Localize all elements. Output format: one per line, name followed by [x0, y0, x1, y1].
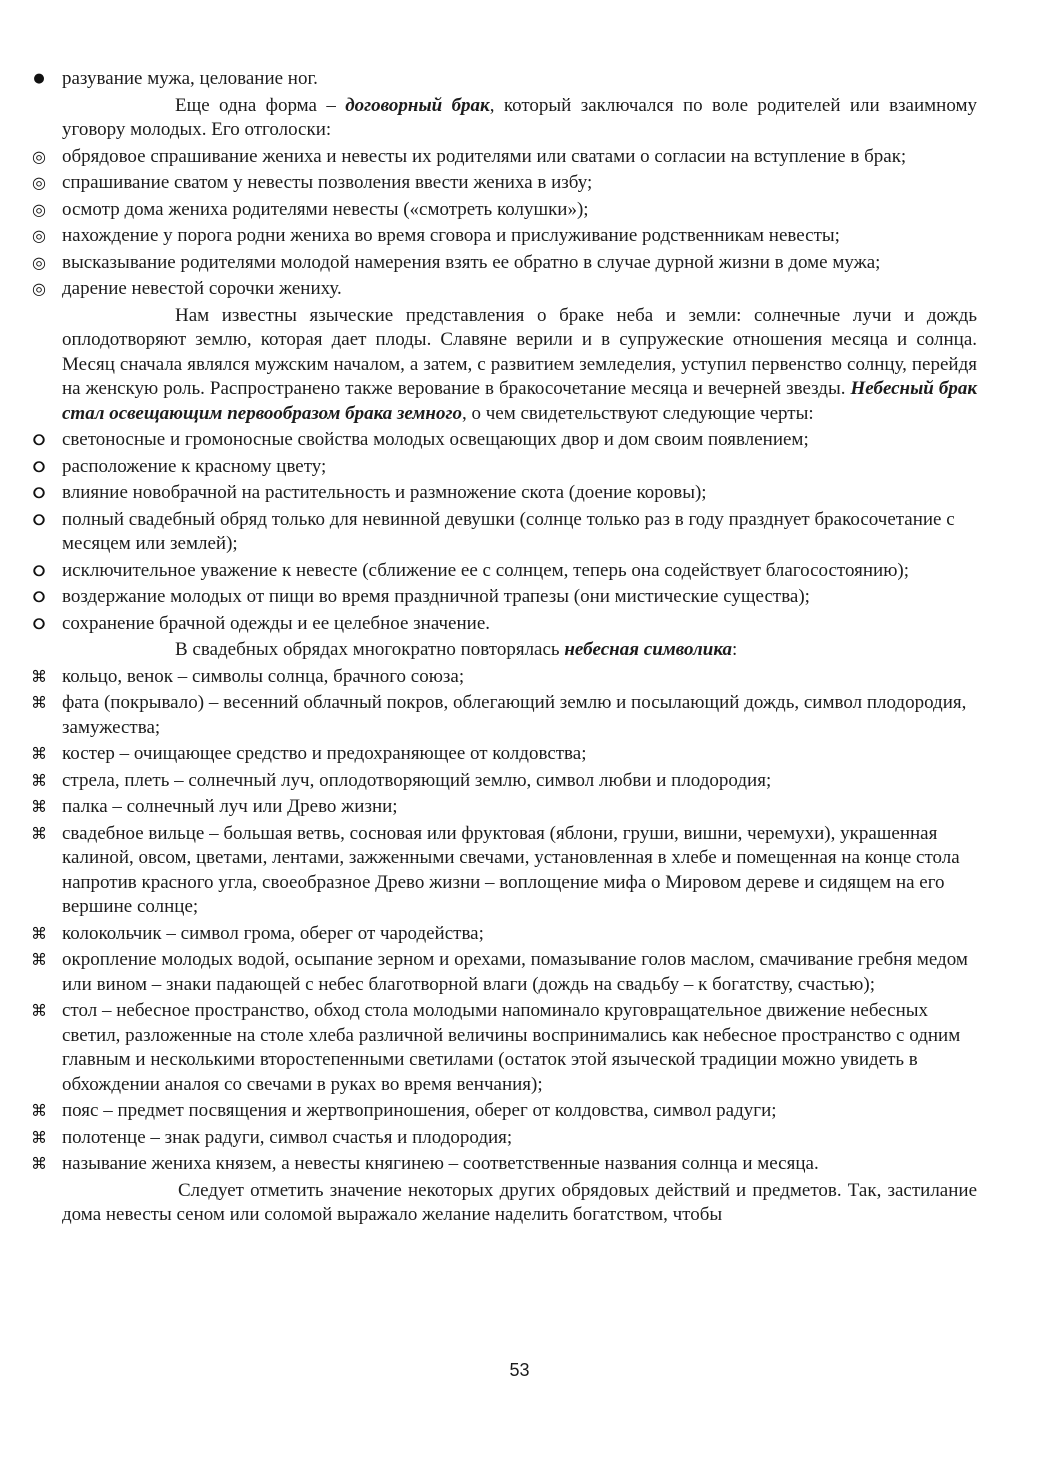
- command-bullet-icon: ⌘: [31, 770, 47, 790]
- list-item-text: костер – очищающее средство и предохраняющее от колдовства;: [62, 743, 587, 764]
- emphasis-term: договорный брак: [345, 94, 490, 116]
- list-item: [32, 224, 977, 249]
- list-item: [32, 559, 977, 584]
- list-item: [32, 277, 977, 302]
- list-item: [32, 198, 977, 223]
- page-body: [31, 67, 978, 1230]
- paragraph-heavenly-symbolism: [62, 638, 977, 663]
- ring-bullet-icon: ⭘: [32, 431, 45, 449]
- list-item-text: исключительное уважение к невесте (сближение ее с солнцем, теперь она содействует благосостоянию);: [62, 559, 910, 581]
- paragraph-heavenly-marriage: [62, 304, 977, 427]
- list-item: [31, 822, 977, 920]
- paragraph-text: :: [732, 639, 738, 660]
- ring-bullet-icon: ⭘: [32, 484, 45, 502]
- list-item: [32, 171, 977, 196]
- bullseye-bullet-icon: ◎: [32, 252, 46, 272]
- command-bullet-icon: ⌘: [31, 797, 47, 816]
- list-item-text: влияние новобрачной на растительность и размножение скота (доение коровы);: [62, 482, 707, 503]
- paragraph-text: В свадебных обрядах многократно повторялась: [175, 639, 565, 660]
- list-item: [32, 612, 977, 637]
- list-item: [32, 251, 977, 276]
- list-item: [31, 948, 977, 997]
- list-item: [31, 922, 977, 947]
- list-item-text: палка – солнечный луч или Древо жизни;: [62, 796, 398, 817]
- list-item-text: называние жениха князем, а невесты княгинею – соответственные названия солнца и месяца.: [62, 1153, 819, 1174]
- command-bullet-icon: ⌘: [31, 1127, 47, 1147]
- command-bullet-icon: ⌘: [31, 1101, 47, 1120]
- list-item: [31, 691, 977, 740]
- ring-bullet-icon: ⭘: [32, 614, 45, 633]
- list-item-text: высказывание родителями молодой намерения взять ее обратно в случае дурной жизни в доме мужа;: [62, 251, 881, 273]
- ring-bullet-icon: ⭘: [32, 561, 45, 580]
- list-item: [31, 999, 977, 1097]
- paragraph-text: , который заключался по воле родителей или взаимному уговору молодых. Его отголоски:: [62, 94, 978, 140]
- command-bullet-icon: ⌘: [31, 823, 47, 843]
- list-item: [31, 665, 977, 690]
- list-item-text: светоносные и громоносные свойства молодых освещающих двор и дом своим появлением;: [62, 429, 809, 450]
- list-item-text: фата (покрывало) – весенний облачный покров, облегающий землю и посылающий дождь, символ плодородия, замужества;: [62, 692, 967, 738]
- list-item-text: пояс – предмет посвящения и жертвоприношения, оберег от колдовства, символ радуги;: [62, 1100, 777, 1121]
- list-item: [32, 428, 977, 453]
- bullseye-bullet-icon: ◎: [32, 226, 46, 245]
- paragraph-text: Нам известны языческие представления о браке неба и земли: солнечные лучи и дождь оплодотворяют землю, которая дает плоды. Славяне верили и в супружеские отношения месяца и солнца. Месяц сначала являлся мужским началом, а затем, с развитием земледелия, уступил первенство солнцу, перейдя на женскую роль. Распространено также верование в бракосочетание месяца и вечерней звезды.: [62, 304, 977, 399]
- list-item: [32, 455, 977, 480]
- page-number: 53: [509, 1360, 530, 1380]
- list-item: [33, 67, 977, 92]
- paragraph-other-rituals: Следует отметить значение некоторых других обрядовых действий и предметов. Так, застилание дома невесты сеном или соломой выражало желание наделить богатством, чтобы: [62, 1179, 977, 1225]
- command-bullet-icon: ⌘: [31, 666, 47, 686]
- list-item-text: воздержание молодых от пищи во время праздничной трапезы (они мистические существа);: [62, 586, 810, 607]
- list-item-text: сохранение брачной одежды и ее целебное значение.: [62, 612, 491, 634]
- list-item-text: колокольчик – символ грома, оберег от чародейства;: [62, 922, 484, 944]
- list-item: [31, 1126, 977, 1151]
- list-item-text: стрела, плеть – солнечный луч, оплодотворяющий землю, символ любви и плодородия;: [62, 769, 772, 791]
- emphasis-term: небесная символика: [564, 639, 733, 660]
- list-item: [32, 508, 977, 557]
- list-item-text: окропление молодых водой, осыпание зерном и орехами, помазывание голов маслом, смачивание гребня медом или вином – знаки падающей с небес благотворной влаги (дождь на свадьбу – к богатству, счастью);: [62, 949, 968, 995]
- list-item-text: осмотр дома жениха родителями невесты («смотреть колушки»);: [62, 198, 589, 220]
- emphasis-term: Небесный брак стал освещающим первообразом брака земного: [62, 378, 978, 424]
- paragraph-text: , о чем свидетельствуют следующие черты:: [461, 402, 814, 424]
- command-bullet-icon: ⌘: [31, 1001, 47, 1020]
- list-item: [31, 1099, 977, 1124]
- list-item-text: полотенце – знак радуги, символ счастья и плодородия;: [62, 1126, 513, 1148]
- list-item: [31, 742, 977, 767]
- list-item: [32, 145, 977, 170]
- list-item-text: разувание мужа, целование ног.: [62, 68, 318, 89]
- list-item-text: свадебное вильце – большая ветвь, сосновая или фруктовая (яблони, груши, вишни, черемухи), украшенная калиной, овсом, цветами, лентами, зажженными свечами, установленная в хлебе и помещенная на конце стола напротив красного угла, своеобразное Древо жизни – воплощение мифа о Мировом дереве и сидящем на его вершине солнце;: [62, 822, 960, 917]
- list-item-text: расположение к красному цвету;: [62, 455, 327, 477]
- bullseye-bullet-icon: ◎: [32, 173, 46, 192]
- command-bullet-icon: ⌘: [31, 950, 47, 969]
- list-item-text: спрашивание сватом у невесты позволения ввести жениха в избу;: [62, 172, 593, 193]
- bullseye-bullet-icon: ◎: [32, 279, 46, 298]
- list-item: [31, 795, 977, 820]
- list-item-text: нахождение у порога родни жениха во время сговора и прислуживание родственникам невесты;: [62, 225, 840, 246]
- command-bullet-icon: ⌘: [31, 744, 47, 763]
- list-item-text: стол – небесное пространство, обход стола молодыми напоминало круговращательное движение небесных светил, разложенные на столе хлеба различной величины воспринимались как небесное пространство с одним главным и несколькими второстепенными светилами (остаток этой языческой традиции можно увидеть в обхождении аналоя со свечами в руках во время венчания);: [62, 1000, 961, 1095]
- command-bullet-icon: ⌘: [31, 1154, 47, 1173]
- ring-bullet-icon: ⭘: [32, 510, 45, 529]
- list-item-text: обрядовое спрашивание жениха и невесты их родителями или сватами о согласии на вступление в брак;: [62, 145, 907, 167]
- ring-bullet-icon: ⭘: [32, 457, 45, 476]
- list-item: [32, 585, 977, 610]
- bullseye-bullet-icon: ◎: [32, 199, 46, 219]
- list-item: [32, 481, 977, 506]
- ring-bullet-icon: ⭘: [32, 588, 45, 606]
- list-item-text: кольцо, венок – символы солнца, брачного союза;: [62, 665, 465, 687]
- bullseye-bullet-icon: ◎: [32, 146, 46, 166]
- command-bullet-icon: ⌘: [31, 923, 47, 943]
- command-bullet-icon: ⌘: [31, 693, 47, 712]
- paragraph-text: Еще одна форма –: [175, 94, 346, 116]
- list-item-text: полный свадебный обряд только для невинной девушки (солнце только раз в году празднует бракосочетание с месяцем или землей);: [62, 508, 955, 554]
- list-item-text: дарение невестой сорочки жениху.: [62, 278, 342, 299]
- paragraph-contract-marriage: [62, 94, 977, 143]
- bullet-dot-icon: ●: [33, 71, 45, 86]
- list-item: [31, 769, 977, 794]
- list-item: [31, 1152, 977, 1177]
